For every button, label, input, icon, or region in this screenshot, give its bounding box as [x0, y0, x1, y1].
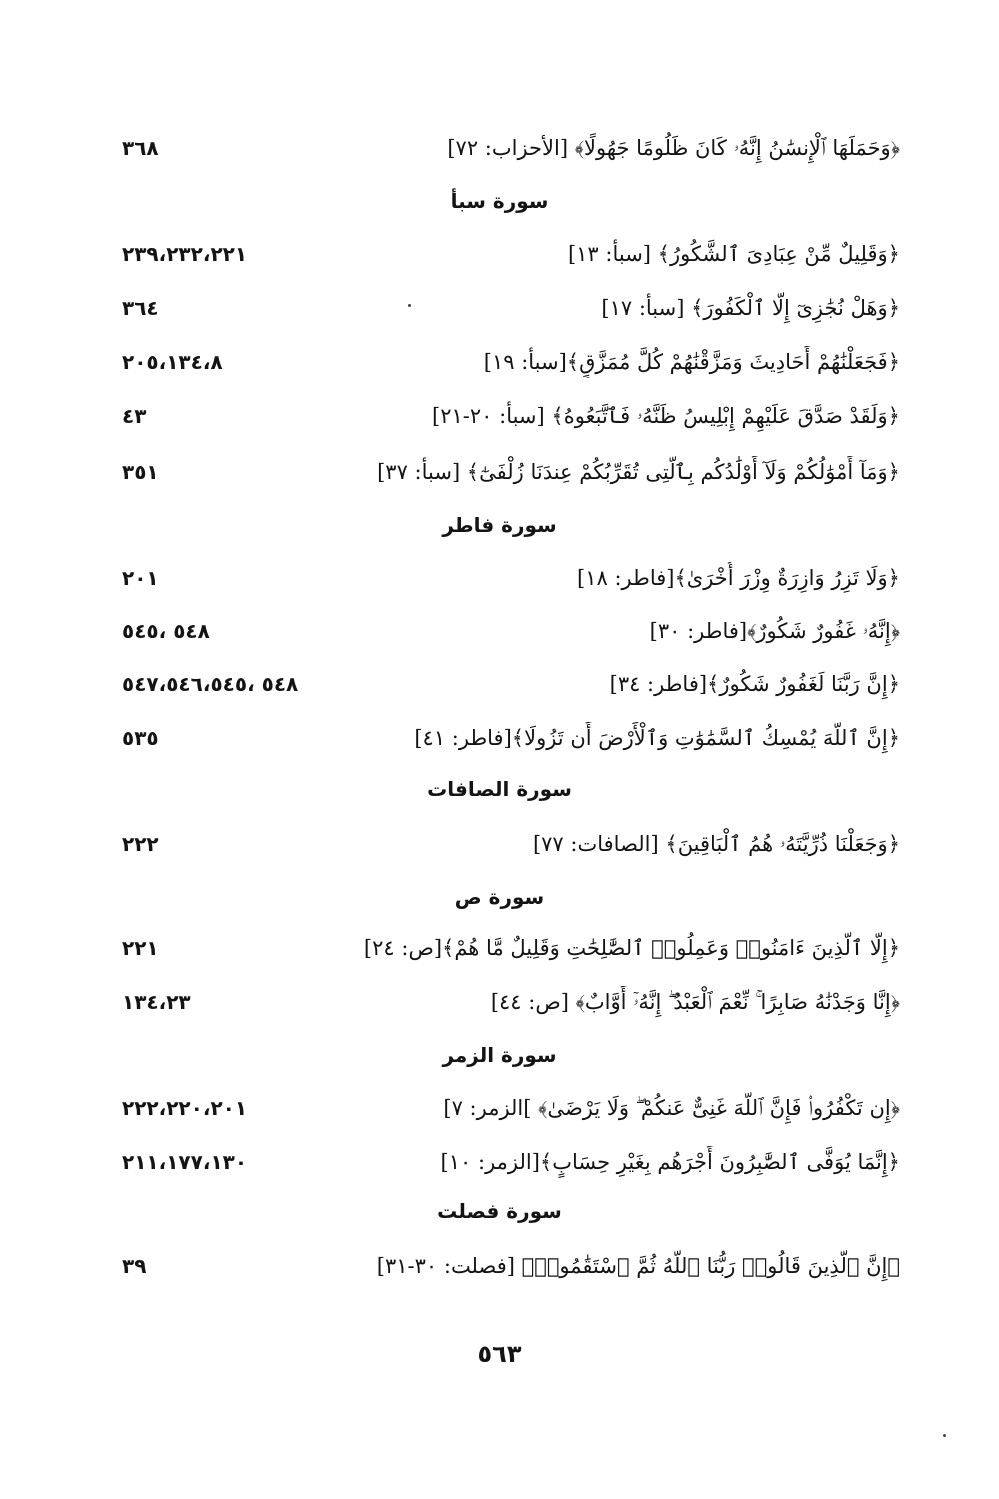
verse-text: ﴿وَمَآ أَمْوَٰلُكُمْ وَلَآ أَوْلَٰدُكُم بِٱلَّتِى تُقَرِّبُكُمْ عِندَنَا زُلْفَىٰٓ﴾ [سبأ: ٣٧]: [377, 460, 900, 484]
index-entry: [110, 346, 900, 386]
verse-text: ﴿إِلَّا ٱلَّذِينَ ءَامَنُوا۟ وَعَمِلُوا۟ ٱلصَّٰلِحَٰتِ وَقَلِيلٌ مَّا هُمْ﴾[ص: ٢٤]: [363, 936, 900, 960]
page-references: ٣٦٨: [122, 136, 159, 160]
surah-heading: سورة فصلت: [437, 1199, 562, 1223]
index-entry: [110, 986, 900, 1026]
verse-text: ﴿وَحَمَلَهَا ٱلْإِنسَٰنُ إِنَّهُۥ كَانَ ظَلُومًا جَهُولًا﴾ [الأحزاب: ٧٢]: [447, 136, 900, 160]
verse-text: ﴿إِنَّمَا يُوَفَّى ٱلصَّٰبِرُونَ أَجْرَهُم بِغَيْرِ حِسَابٍ﴾[الزمر: ١٠]: [440, 1150, 900, 1174]
verse-text: ﴿وَجَعَلْنَا ذُرِّيَّتَهُۥ هُمُ ٱلْبَاقِينَ﴾ [الصافات: ٧٧]: [532, 832, 900, 856]
index-entry: [110, 132, 900, 172]
page-references: ٣٥١: [122, 460, 159, 484]
index-entry: [110, 456, 900, 496]
verse-text: ﴿وَقَلِيلٌ مِّنْ عِبَادِىَ ٱلشَّكُورُ﴾ [سبأ: ١٣]: [567, 242, 900, 266]
verse-text: ﴿إِنَّا وَجَدْنَٰهُ صَابِرًا ۚ نِّعْمَ ٱلْعَبْدُ ۖ إِنَّهُۥٓ أَوَّابٌ﴾ [ص: ٤٤]: [490, 990, 900, 1014]
page-references: ٥٤٨ ،٥٤٥: [122, 619, 210, 643]
surah-heading: سورة ص: [454, 885, 545, 909]
index-entry: [110, 292, 900, 332]
scan-speck: [408, 304, 411, 307]
page-references: ٢٠٥،١٣٤،٨: [122, 350, 223, 374]
verse-text: ﴿وَلَا تَزِرُ وَازِرَةٌ وِزْرَ أُخْرَىٰ﴾[فاطر: ١٨]: [577, 566, 900, 590]
page-references: ٢٢١: [122, 936, 159, 960]
index-entry: [110, 238, 900, 278]
page-number: ٥٦٣: [477, 1340, 522, 1368]
page-references: ٣٦٤: [122, 296, 159, 320]
page-references: ٣٩: [122, 1254, 147, 1278]
index-entry: [110, 562, 900, 602]
index-entry: [110, 828, 900, 868]
index-entry: [110, 1146, 900, 1186]
page-references: ٢٢٢: [122, 832, 159, 856]
surah-heading: سورة الزمر: [442, 1043, 557, 1067]
surah-heading: سورة سبأ: [450, 189, 549, 213]
page-references: ٤٣: [122, 404, 147, 428]
page-references: ٢٢٢،٢٢٠،٢٠١: [122, 1096, 248, 1120]
surah-heading: سورة فاطر: [442, 513, 557, 537]
verse-text: ﴿إِنَّ رَبَّنَا لَغَفُورٌ شَكُورٌ﴾[فاطر: ٣٤]: [609, 672, 900, 696]
verse-text: ﴿فَجَعَلْنَٰهُمْ أَحَادِيثَ وَمَزَّقْنَٰهُمْ كُلَّ مُمَزَّقٍ﴾[سبأ: ١٩]: [483, 350, 900, 374]
page-references: ٢١١،١٧٧،١٣٠: [122, 1150, 248, 1174]
page-references: ٢٠١: [122, 566, 159, 590]
verse-text: ﴿إِنَّ ٱللَّهَ يُمْسِكُ ٱلسَّمَٰوَٰتِ وَٱلْأَرْضَ أَن تَزُولَا﴾[فاطر: ٤١]: [414, 726, 900, 750]
verse-text: ﴿إِن تَكْفُرُوا۟ فَإِنَّ ٱللَّهَ غَنِىٌّ عَنكُمْ ۖ وَلَا يَرْضَىٰ﴾ ]الزمر: ٧]: [443, 1096, 900, 1120]
index-entry: [110, 932, 900, 972]
page-references: ٢٣٩،٢٣٢،٢٢١: [122, 242, 248, 266]
verse-text: ﴿إِنَّ ٱلَّذِينَ قَالُوا۟ رَبُّنَا ٱللَّهُ ثُمَّ ٱسْتَقَٰمُوا۟﴾ [فصلت: ٣٠-٣١]: [376, 1254, 900, 1278]
page-references: ٥٣٥: [122, 726, 159, 750]
page-references: ١٣٤،٢٣: [122, 990, 191, 1014]
scan-speck: [943, 1434, 946, 1437]
index-entry: [110, 615, 900, 655]
verse-text: ﴿إِنَّهُۥ غَفُورٌ شَكُورٌ﴾[فاطر: ٣٠]: [649, 619, 900, 643]
index-entry: [110, 722, 900, 762]
index-entry: [110, 400, 900, 440]
verse-text: ﴿وَهَلْ نُجَٰزِىٓ إِلَّا ٱلْكَفُورَ﴾ [سبأ: ١٧]: [601, 296, 900, 320]
page-references: ٥٤٨ ،٥٤٧،٥٤٦،٥٤٥: [122, 672, 299, 696]
verse-text: ﴿وَلَقَدْ صَدَّقَ عَلَيْهِمْ إِبْلِيسُ ظَنَّهُۥ فَٱتَّبَعُوهُ﴾ [سبأ: ٢٠-٢١]: [432, 404, 900, 428]
index-entry: [110, 668, 900, 708]
surah-heading: سورة الصافات: [427, 777, 572, 801]
index-entry: [110, 1092, 900, 1132]
index-entry: [110, 1250, 900, 1290]
